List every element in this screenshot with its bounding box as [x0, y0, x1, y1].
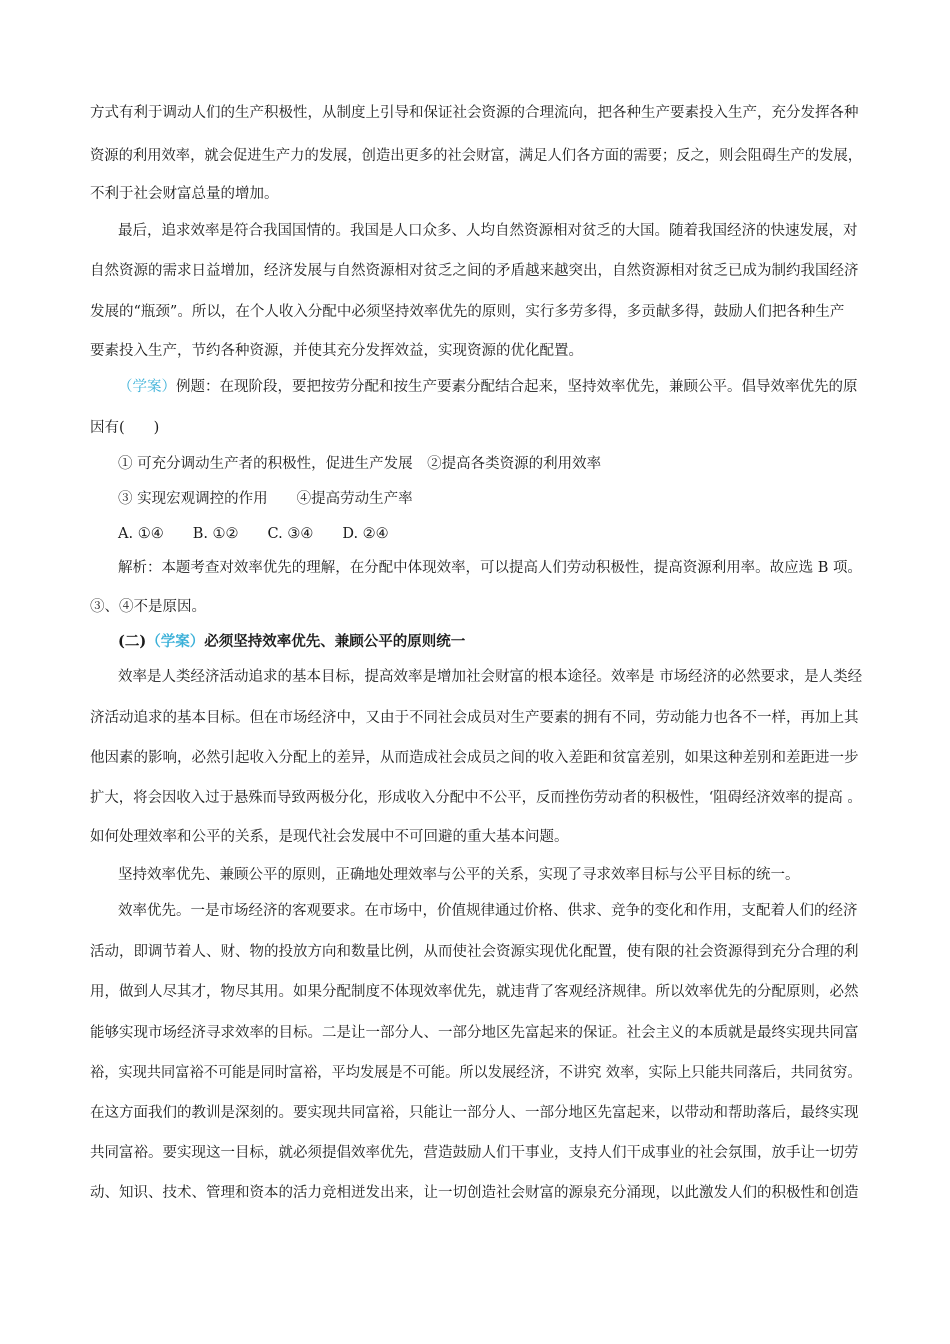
option-line: ③ 实现宏观调控的作用 ④提高劳动生产率: [118, 491, 413, 507]
text-line: 效率优先。一是市场经济的客观要求。在市场中，价值规律通过价格、供求、竞争的变化和作用，支配着人们的经济: [118, 903, 858, 919]
xuean-tag: （学案）: [118, 379, 176, 395]
text-line: 方式有利于调动人们的生产积极性，从制度上引导和保证社会资源的合理流向，把各种生产要素投入生产，充分发挥各种: [90, 105, 859, 121]
text-line: 他因素的影响，必然引起收入分配上的差异，从而造成社会成员之间的收入差距和贫富差别，如果这种差别和差距进一步: [90, 750, 859, 766]
example-text: 例题：在现阶段，要把按劳分配和按生产要素分配结合起来，坚持效率优先，兼顾公平。倡导效率优先的原: [176, 379, 858, 395]
choices-line: A. ①④ B. ①② C. ③④ D. ②④: [118, 526, 389, 542]
text-line: 最后，追求效率是符合我国国情的。我国是人口众多、人均自然资源相对贫乏的大国。随着我国经济的快速发展，对: [118, 223, 858, 239]
example-question: [118, 377, 858, 397]
section-heading: [118, 632, 465, 652]
text-line: 不利于社会财富总量的增加。: [90, 186, 279, 202]
text-line: 能够实现市场经济寻求效率的目标。二是让一部分人、一部分地区先富起来的保证。社会主义的本质就是最终实现共同富: [90, 1025, 859, 1041]
text-line: 自然资源的需求日益增加，经济发展与自然资源相对贫乏之间的矛盾越来越突出，自然资源相对贫乏已成为制约我国经济: [90, 263, 859, 279]
text-line: 扩大，将会因收入过于悬殊而导致两极分化，形成收入分配中不公平，反而挫伤劳动者的积极性，‘阻碍经济效率的提高 。: [90, 790, 862, 806]
text-line: 活动，即调节着人、财、物的投放方向和数量比例，从而使社会资源实现优化配置，使有限的社会资源得到充分合理的利: [90, 944, 859, 960]
text-line: 效率是人类经济活动追求的基本目标，提高效率是增加社会财富的根本途径。效率是 市场经济的必然要求，是人类经: [118, 669, 863, 685]
analysis-line: ③、④不是原因。: [90, 599, 206, 615]
analysis-line: 解析：本题考查对效率优先的理解，在分配中体现效率，可以提高人们劳动积极性，提高资源利用率。故应选 B 项。: [118, 560, 862, 576]
text-line: 裕，实现共同富裕不可能是同时富裕，平均发展是不可能。所以发展经济，不讲究 效率，实际上只能共同落后，共同贫穷。: [90, 1065, 862, 1081]
xuean-tag: （学案）: [146, 633, 205, 650]
text-line: 如何处理效率和公平的关系，是现代社会发展中不可回避的重大基本问题。: [90, 829, 569, 845]
text-line: 因有( ): [90, 420, 160, 436]
text-line: 坚持效率优先、兼顾公平的原则，正确地处理效率与公平的关系，实现了寻求效率目标与公平目标的统一。: [118, 867, 800, 883]
text-line: 动、知识、技术、管理和资本的活力竞相迸发出来，让一切创造社会财富的源泉充分涌现，以此激发人们的积极性和创造: [90, 1185, 859, 1201]
section-title: 必须坚持效率优先、兼顾公平的原则统一: [204, 633, 466, 650]
section-number: (二): [118, 633, 147, 650]
text-line: 济活动追求的基本目标。但在市场经济中，又由于不同社会成员对生产要素的拥有不同，劳动能力也各不一样，再加上其: [90, 710, 859, 726]
text-line: 共同富裕。要实现这一目标，就必须提倡效率优先，营造鼓励人们干事业，支持人们干成事业的社会氛围，放手让一切劳: [90, 1145, 859, 1161]
text-line: 资源的利用效率，就会促进生产力的发展，创造出更多的社会财富，满足人们各方面的需要；反之，则会阻碍生产的发展，: [90, 148, 863, 164]
text-line: 用，做到人尽其才，物尽其用。如果分配制度不体现效率优先，就违背了客观经济规律。所以效率优先的分配原则，必然: [90, 984, 859, 1000]
text-line: 发展的“瓶颈”。所以，在个人收入分配中必须坚持效率优先的原则，实行多劳多得，多贡献多得，鼓励人们把各种生产: [90, 304, 845, 320]
option-line: ① 可充分调动生产者的积极性，促进生产发展 ②提高各类资源的利用效率: [118, 456, 602, 472]
text-line: 要素投入生产，节约各种资源，并使其充分发挥效益，实现资源的优化配置。: [90, 343, 583, 359]
text-line: 在这方面我们的教训是深刻的。要实现共同富裕，只能让一部分人、一部分地区先富起来，以带动和帮助落后，最终实现: [90, 1105, 859, 1121]
